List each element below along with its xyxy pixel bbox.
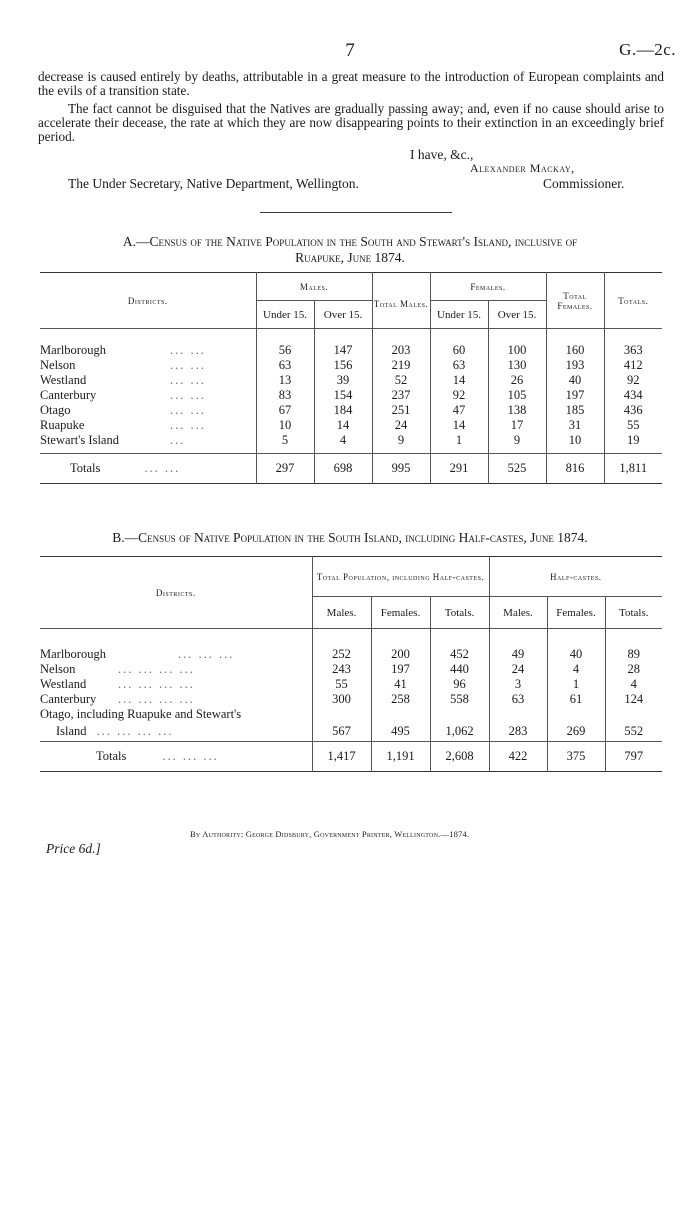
table-a-row	[40, 343, 662, 358]
cell-total-m: 9	[372, 433, 430, 448]
header-females-over15: Over 15.	[488, 301, 546, 329]
cell-hc-females: 40	[547, 647, 605, 662]
header-females-under15: Under 15.	[430, 301, 488, 329]
cell-hc-males: 49	[489, 647, 547, 662]
cell-total: 55	[604, 418, 662, 433]
cell-f-over: 9	[488, 433, 546, 448]
cell-hc-totals: 4	[605, 677, 662, 692]
cell-m-over: 4	[314, 433, 372, 448]
table-spacer	[40, 329, 662, 343]
otago-females: 495	[371, 722, 430, 742]
cell-females: 197	[371, 662, 430, 677]
district-name: Marlborough	[40, 646, 106, 661]
district-name: Ruapuke	[40, 417, 85, 432]
b-header-districts: Districts.	[155, 587, 196, 598]
leader-dots: ... ... ...	[178, 646, 235, 661]
header-males-under15: Under 15.	[256, 301, 314, 329]
leader-dots: ... ...	[170, 342, 206, 357]
cell-hc-totals: 89	[605, 647, 662, 662]
leader-dots: ... ...	[170, 402, 206, 417]
b-totals-males: 1,417	[312, 742, 371, 772]
district-name: Stewart's Island	[40, 432, 119, 447]
header-total-females: Total Females.	[546, 273, 604, 329]
cell-f-over: 105	[488, 388, 546, 403]
totals-total: 1,811	[604, 454, 662, 484]
district-name: Nelson	[40, 357, 76, 372]
table-a-totals-row: Totals ... ... 297 698 995 291 525 816 1,811	[40, 454, 662, 484]
b-header-total-pop: Total Population, including Half-castes.	[312, 557, 489, 597]
otago-totals: 1,062	[430, 722, 489, 742]
totals-m-under: 297	[256, 454, 314, 484]
b-totals-hc-males: 422	[489, 742, 547, 772]
b-header-half-castes: Half-castes.	[489, 557, 662, 597]
cell-total: 92	[604, 373, 662, 388]
cell-total-m: 203	[372, 343, 430, 358]
totals-m-over: 698	[314, 454, 372, 484]
cell-totals: 452	[430, 647, 489, 662]
document-code: G.—2c.	[619, 40, 676, 59]
leader-dots: ... ... ... ...	[118, 661, 195, 676]
cell-hc-males: 24	[489, 662, 547, 677]
section-divider	[260, 212, 452, 213]
table-b	[40, 556, 662, 772]
district-name: Westland	[40, 372, 87, 387]
cell-f-under: 14	[430, 418, 488, 433]
signer-name: Alexander Mackay,	[470, 161, 575, 175]
cell-total: 434	[604, 388, 662, 403]
cell-f-over: 26	[488, 373, 546, 388]
district-name: Marlborough	[40, 342, 106, 357]
cell-total-m: 237	[372, 388, 430, 403]
cell-m-over: 39	[314, 373, 372, 388]
totals-total-f: 816	[546, 454, 604, 484]
cell-m-over: 184	[314, 403, 372, 418]
table-a-title-line1: A.—Census of the Native Population in the South and Stewart's Island, inclusive of	[122, 234, 578, 249]
cell-f-under: 14	[430, 373, 488, 388]
cell-hc-females: 4	[547, 662, 605, 677]
otago-hc-totals: 552	[605, 722, 662, 742]
cell-m-under: 56	[256, 343, 314, 358]
leader-dots: ... ...	[170, 417, 206, 432]
cell-totals: 440	[430, 662, 489, 677]
cell-total: 363	[604, 343, 662, 358]
page-number: 7	[345, 40, 355, 61]
b-header-males: Males.	[312, 597, 371, 629]
otago-males: 567	[312, 722, 371, 742]
cell-f-under: 47	[430, 403, 488, 418]
cell-total-f: 197	[546, 388, 604, 403]
b-totals-totals: 2,608	[430, 742, 489, 772]
cell-females: 200	[371, 647, 430, 662]
cell-m-over: 14	[314, 418, 372, 433]
district-name: Nelson	[40, 661, 76, 676]
cell-f-over: 130	[488, 358, 546, 373]
district-name: Otago	[40, 402, 71, 417]
table-a-row	[40, 388, 662, 403]
cell-m-over: 154	[314, 388, 372, 403]
header-totals: Totals.	[604, 273, 662, 329]
header-males-over15: Over 15.	[314, 301, 372, 329]
b-header-totals: Totals.	[430, 597, 489, 629]
cell-m-over: 156	[314, 358, 372, 373]
district-name: Westland	[40, 676, 87, 691]
b-totals-females: 1,191	[371, 742, 430, 772]
cell-females: 258	[371, 692, 430, 707]
table-a-row	[40, 358, 662, 373]
cell-total-m: 52	[372, 373, 430, 388]
table-a-row	[40, 433, 662, 448]
table-a-title	[40, 234, 660, 266]
cell-totals: 96	[430, 677, 489, 692]
cell-total-f: 31	[546, 418, 604, 433]
printer-authority: By Authority: George Didsbury, Government Printer, Wellington.—1874.	[190, 829, 470, 839]
cell-males: 300	[312, 692, 371, 707]
letter-paragraph-2: The fact cannot be disguised that the Natives are gradually passing away; and, even if no cause should arise to accelerate their decease, the rate at which they are now disappearing points to their extinction in an exceedingly brief period.	[38, 101, 664, 145]
table-b-title: B.—Census of Native Population in the South Island, including Half-castes, June 1874.	[112, 530, 588, 545]
cell-females: 41	[371, 677, 430, 692]
cell-total-f: 40	[546, 373, 604, 388]
cell-total-m: 219	[372, 358, 430, 373]
cell-m-under: 10	[256, 418, 314, 433]
totals-f-over: 525	[488, 454, 546, 484]
header-districts: Districts.	[127, 295, 168, 306]
table-a-row	[40, 418, 662, 433]
b-header-hc-females: Females.	[547, 597, 605, 629]
otago-hc-males: 283	[489, 722, 547, 742]
b-totals-label: Totals	[96, 749, 127, 763]
table-a-title-line2: Ruapuke, June 1874.	[295, 250, 405, 265]
cell-f-under: 63	[430, 358, 488, 373]
table-b-row	[40, 677, 662, 692]
b-totals-hc-totals: 797	[605, 742, 662, 772]
cell-males: 55	[312, 677, 371, 692]
cell-males: 243	[312, 662, 371, 677]
cell-males: 252	[312, 647, 371, 662]
table-b-otago-row: Island ... ... ... ... 567 495 1,062 283 269 552	[40, 722, 662, 742]
leader-dots: ... ... ... ...	[118, 691, 195, 706]
leader-dots: ... ...	[170, 372, 206, 387]
b-totals-hc-females: 375	[547, 742, 605, 772]
district-name: Canterbury	[40, 387, 97, 402]
cell-m-under: 5	[256, 433, 314, 448]
otago-hc-females: 269	[547, 722, 605, 742]
cell-f-under: 1	[430, 433, 488, 448]
leader-dots: ... ... ... ...	[118, 676, 195, 691]
header-total-males: Total Males.	[372, 273, 430, 329]
cell-total: 412	[604, 358, 662, 373]
district-name: Canterbury	[40, 691, 97, 706]
b-header-females: Females.	[371, 597, 430, 629]
cell-total: 19	[604, 433, 662, 448]
cell-total-f: 185	[546, 403, 604, 418]
header-females: Females.	[430, 273, 546, 301]
cell-f-under: 60	[430, 343, 488, 358]
leader-dots: ...	[170, 432, 186, 447]
price-note: Price 6d.]	[46, 841, 101, 856]
table-b-otago-row-line1	[40, 707, 662, 722]
cell-total: 436	[604, 403, 662, 418]
addressee: The Under Secretary, Native Department, Wellington.	[68, 176, 359, 191]
cell-total-f: 193	[546, 358, 604, 373]
cell-hc-males: 63	[489, 692, 547, 707]
table-a-row	[40, 373, 662, 388]
cell-total-f: 10	[546, 433, 604, 448]
otago-line1: Otago, including Ruapuke and Stewart's	[40, 706, 242, 721]
table-a-row	[40, 403, 662, 418]
table-b-row	[40, 647, 662, 662]
letter-closing: I have, &c.,	[410, 147, 474, 162]
table-b-row	[40, 692, 662, 707]
cell-f-under: 92	[430, 388, 488, 403]
cell-total-f: 160	[546, 343, 604, 358]
signer-role: Commissioner.	[543, 176, 625, 191]
cell-total-m: 24	[372, 418, 430, 433]
b-header-hc-totals: Totals.	[605, 597, 662, 629]
cell-f-over: 100	[488, 343, 546, 358]
table-b-totals-row: Totals ... ... ... 1,417 1,191 2,608 422 375 797	[40, 742, 662, 772]
cell-f-over: 138	[488, 403, 546, 418]
cell-f-over: 17	[488, 418, 546, 433]
cell-total-m: 251	[372, 403, 430, 418]
cell-m-under: 63	[256, 358, 314, 373]
cell-hc-females: 61	[547, 692, 605, 707]
letter-paragraph-1: decrease is caused entirely by deaths, attributable in a great measure to the introduction of European complaints and the evils of a transition state.	[38, 69, 664, 99]
totals-f-under: 291	[430, 454, 488, 484]
cell-m-over: 147	[314, 343, 372, 358]
cell-hc-females: 1	[547, 677, 605, 692]
cell-hc-totals: 28	[605, 662, 662, 677]
cell-hc-males: 3	[489, 677, 547, 692]
otago-line2: Island	[56, 723, 87, 738]
table-a	[40, 272, 662, 484]
leader-dots: ... ...	[170, 357, 206, 372]
cell-m-under: 83	[256, 388, 314, 403]
totals-total-m: 995	[372, 454, 430, 484]
cell-hc-totals: 124	[605, 692, 662, 707]
table-b-row	[40, 662, 662, 677]
leader-dots: ... ...	[170, 387, 206, 402]
cell-totals: 558	[430, 692, 489, 707]
header-males: Males.	[256, 273, 372, 301]
b-header-hc-males: Males.	[489, 597, 547, 629]
cell-m-under: 67	[256, 403, 314, 418]
cell-m-under: 13	[256, 373, 314, 388]
totals-label: Totals	[70, 461, 101, 475]
